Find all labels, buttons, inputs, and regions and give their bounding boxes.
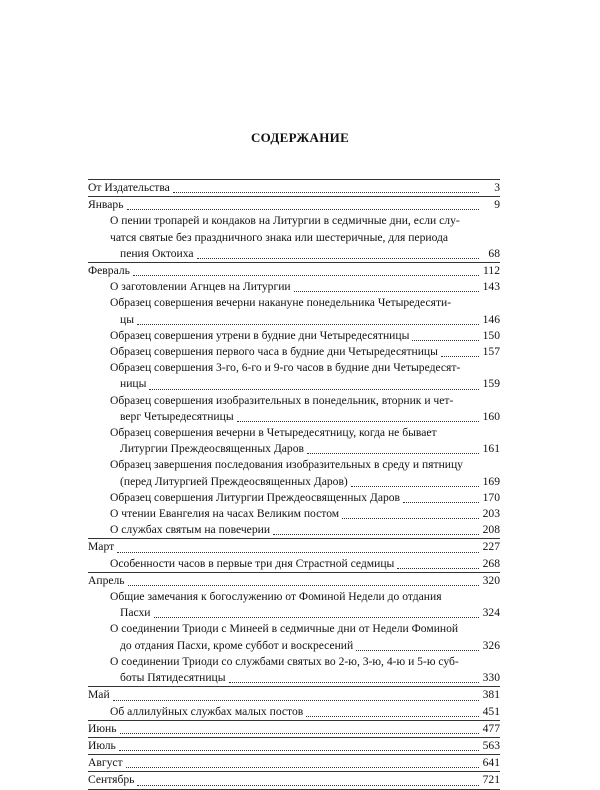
dot-leader [113,699,479,701]
toc-entry-text: боты Пятидесятницы [120,671,226,685]
toc-entry-text: Образец совершения 3-го, 6-го и 9-го часов в будние дни Четыредесят- [110,361,461,375]
toc-entry-text: О заготовлении Агнцев на Литургии [110,280,291,294]
toc-subentry[interactable] [88,704,500,720]
toc-page-number: 324 [482,606,500,620]
dot-leader [173,191,479,193]
toc-entry-text: От Издательства [88,181,170,194]
toc-subentry[interactable] [88,589,500,621]
toc-entry-text: Август [88,756,123,770]
toc-page-number: 203 [482,507,500,521]
toc-entry-text: Май [88,688,110,702]
toc-entry-text: Общие замечания к богослужению от Фоминой Недели до отдания [110,590,442,604]
toc-entry-text: О пении тропарей и кондаков на Литургии в седмичные дни, если слу- [110,214,460,228]
toc-subentry[interactable] [88,490,500,506]
toc-entry-text: Апрель [88,573,125,587]
toc-month-entry[interactable] [88,755,500,771]
dot-leader [137,784,479,786]
toc-page-number: 170 [482,490,500,504]
dot-leader [351,485,479,487]
toc-page-number: 9 [494,198,500,212]
toc-subentry[interactable] [88,425,500,457]
dot-leader [120,732,479,734]
toc-page-number: 563 [482,738,500,752]
toc-entry-text: Образец совершения вечерни накануне понедельника Четыредесяти- [110,296,452,310]
toc-subentry[interactable] [88,279,500,295]
dot-leader [403,501,479,503]
toc-entry-text: Образец совершения изобразительных в понедельник, вторник и чет- [110,393,454,407]
dot-leader [356,649,479,651]
toc-entry-text: Образец совершения утрени в будние дни Четыредесятницы [110,328,410,342]
toc-month-entry[interactable] [88,721,500,737]
toc-page-number: 641 [482,756,500,770]
toc-month-entry[interactable] [88,539,500,555]
toc-page-number: 160 [482,409,500,423]
toc-subentry[interactable] [88,522,500,538]
toc-month-entry[interactable] [88,738,500,754]
toc-page-number: 330 [482,671,500,685]
toc-entry-text: Образец совершения первого часа в будние дни Четыредесятницы [110,345,438,359]
dot-leader [149,388,479,390]
dot-leader [307,452,479,454]
toc-month-entry[interactable] [88,197,500,213]
toc-page-number: 146 [482,312,500,326]
toc-page-number: 268 [482,556,500,570]
toc-page-number: 320 [482,573,500,587]
dot-leader [117,551,479,553]
toc-entry-text: чатся святые без праздничного знака или шестеричные, для периода [110,230,449,244]
toc-entry-text: Сентябрь [88,773,135,787]
toc-page-number: 150 [482,328,500,342]
dot-leader [127,208,480,210]
toc-entry-text: верг Четыредесятницы [120,409,234,423]
toc-page-number: 721 [482,773,500,787]
dot-leader [237,420,479,422]
toc-entry-text: Образец совершения вечерни в Четыредесятницу, когда не бывает [110,426,437,440]
toc-subentry[interactable] [88,328,500,344]
toc-page-number: 451 [482,704,500,718]
toc-month-entry[interactable] [88,180,500,196]
toc-month-entry[interactable] [88,263,500,279]
toc-entry-text: Июнь [88,721,117,735]
toc-entry-text: Литургии Преждеосвященных Даров [120,442,304,456]
toc-subentry[interactable] [88,621,500,653]
toc-page-number: 381 [482,688,500,702]
toc-entry-text: Январь [88,198,124,212]
toc-subentry[interactable] [88,506,500,522]
toc-subentry[interactable] [88,213,500,262]
toc-month-entry[interactable] [88,772,500,788]
dot-leader [412,339,479,341]
toc-entry-text: Пасхи [120,606,151,620]
toc-entry-text: (перед Литургией Преждеосвященных Даров) [120,474,348,488]
toc-subentry[interactable] [88,393,500,425]
dot-leader [137,323,479,325]
dot-leader [119,749,479,751]
dot-leader [306,715,479,717]
toc-entry-text: О чтении Евангелия на часах Великим постом [110,507,340,521]
toc-page-number: 208 [482,523,500,537]
page-title: СОДЕРЖАНИЕ [250,130,350,145]
toc-entry-text: Особенности часов в первые три дня Страстной седмицы [110,556,395,570]
toc-page-number: 169 [482,474,500,488]
toc-subentry[interactable] [88,360,500,392]
toc-page-number: 68 [488,246,500,260]
toc-entry-text: Июль [88,738,116,752]
toc-subentry[interactable] [88,457,500,489]
bottom-rule [88,789,500,790]
dot-leader [133,274,479,276]
dot-leader [154,616,479,618]
toc-page-number: 3 [494,181,500,194]
toc-entry-text: О соединении Триоди со службами святых во 2-ю, 3-ю, 4-ю и 5-ю суб- [110,654,459,668]
dot-leader [197,257,479,259]
toc-entry-text: Образец завершения последования изобразительных в среду и пятницу [110,458,463,472]
toc-entry-text: Март [88,540,115,554]
toc-subentry[interactable] [88,654,500,686]
toc-month-entry[interactable] [88,687,500,703]
toc-month-entry[interactable] [88,573,500,589]
table-of-contents [88,179,500,790]
dot-leader [294,290,479,292]
toc-page-number: 157 [482,345,500,359]
toc-page-number: 227 [482,540,500,554]
toc-entry-text: Об аллилуйных службах малых постов [110,704,304,718]
dot-leader [397,567,479,569]
toc-entry-text: О службах святым на повечерии [110,523,271,537]
toc-entry-text: пения Октоиха [120,246,194,260]
toc-page-number: 159 [482,377,500,391]
toc-entry-text: О соединении Триоди с Минеей в седмичные дни от Недели Фоминой [110,622,459,636]
dot-leader [126,766,479,768]
toc-page-number: 477 [482,721,500,735]
toc-subentry[interactable] [88,295,500,327]
toc-subentry[interactable] [88,556,500,572]
toc-page-number: 143 [482,280,500,294]
toc-entry-text: Образец совершения Литургии Преждеосвященных Даров [110,490,401,504]
toc-page-number: 326 [482,638,500,652]
toc-subentry[interactable] [88,344,500,360]
toc-page-number: 161 [482,442,500,456]
dot-leader [342,517,479,519]
dot-leader [128,584,479,586]
toc-page-number: 112 [483,264,500,278]
dot-leader [273,533,479,535]
dot-leader [441,355,479,357]
toc-entry-text: Февраль [88,264,130,278]
toc-entry-text: до отдания Пасхи, кроме суббот и воскресений [120,638,354,652]
dot-leader [229,681,479,683]
toc-entry-text: ницы [120,377,147,391]
toc-entry-text: цы [120,312,134,326]
